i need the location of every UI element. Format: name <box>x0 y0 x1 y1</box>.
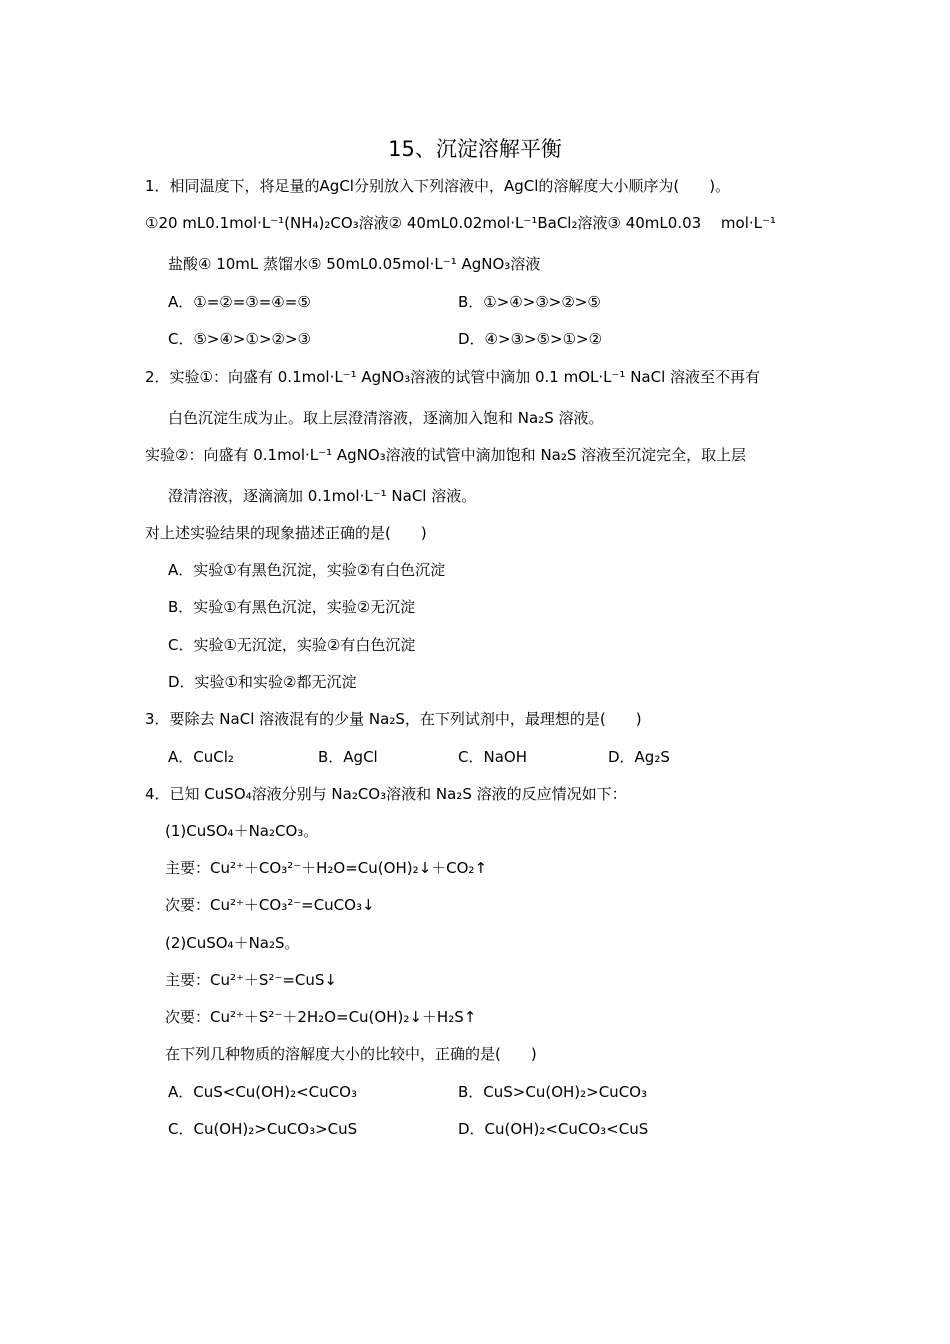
q3-stem: 3．要除去 NaCl 溶液混有的少量 Na₂S，在下列试剂中，最理想的是( ) <box>145 710 642 728</box>
q4-reaction1-minor: 次要：Cu²⁺＋CO₃²⁻=CuCO₃↓ <box>165 896 375 914</box>
q1-option-d: D．④>③>⑤>①>② <box>458 330 603 348</box>
q4-stem: 4．已知 CuSO₄溶液分别与 Na₂CO₃溶液和 Na₂S 溶液的反应情况如下： <box>145 785 627 803</box>
q1-option-a: A．①=②=③=④=⑤ <box>168 293 311 311</box>
q4-option-b: B．CuS>Cu(OH)₂>CuCO₃ <box>458 1083 647 1101</box>
q2-option-b: B．实验①有黑色沉淀，实验②无沉淀 <box>168 598 416 616</box>
q4-reaction1-main: 主要：Cu²⁺＋CO₃²⁻＋H₂O=Cu(OH)₂↓＋CO₂↑ <box>165 859 488 877</box>
q4-reaction1: (1)CuSO₄＋Na₂CO₃。 <box>165 822 319 840</box>
q4-reaction2-main: 主要：Cu²⁺＋S²⁻=CuS↓ <box>165 971 338 989</box>
q1-line2: 盐酸④ 10mL 蒸馏水⑤ 50mL0.05mol·L⁻¹ AgNO₃溶液 <box>168 255 541 273</box>
q1-stem: 1．相同温度下，将足量的AgCl分别放入下列溶液中，AgCl的溶解度大小顺序为( )。 <box>145 177 731 195</box>
q2-ask: 对上述实验结果的现象描述正确的是( ) <box>145 524 427 542</box>
q2-line4: 澄清溶液，逐滴滴加 0.1mol·L⁻¹ NaCl 溶液。 <box>168 487 477 505</box>
q3-option-a: A．CuCl₂ <box>168 748 234 766</box>
q2-option-a: A．实验①有黑色沉淀，实验②有白色沉淀 <box>168 561 446 579</box>
q2-option-c: C．实验①无沉淀，实验②有白色沉淀 <box>168 636 416 654</box>
q2-option-d: D．实验①和实验②都无沉淀 <box>168 673 357 691</box>
q4-ask: 在下列几种物质的溶解度大小的比较中，正确的是( ) <box>165 1045 537 1063</box>
q1-option-c: C．⑤>④>①>②>③ <box>168 330 311 348</box>
q4-option-c: C．Cu(OH)₂>CuCO₃>CuS <box>168 1120 358 1138</box>
q4-reaction2-minor: 次要：Cu²⁺＋S²⁻＋2H₂O=Cu(OH)₂↓＋H₂S↑ <box>165 1008 477 1026</box>
page-title: 15、沉淀溶解平衡 <box>388 137 562 161</box>
q4-reaction2: (2)CuSO₄＋Na₂S。 <box>165 934 300 952</box>
q3-option-b: B．AgCl <box>318 748 378 766</box>
q2-line2: 白色沉淀生成为止。取上层澄清溶液，逐滴加入饱和 Na₂S 溶液。 <box>168 409 604 427</box>
q4-option-d: D．Cu(OH)₂<CuCO₃<CuS <box>458 1120 649 1138</box>
q4-option-a: A．CuS<Cu(OH)₂<CuCO₃ <box>168 1083 357 1101</box>
q3-option-d: D．Ag₂S <box>608 748 670 766</box>
q1-option-b: B．①>④>③>②>⑤ <box>458 293 601 311</box>
q1-line1: ①20 mL0.1mol·L⁻¹(NH₄)₂CO₃溶液② 40mL0.02mol·L⁻¹BaCl₂溶液③ 40mL0.03 mol·L⁻¹ <box>145 214 776 232</box>
q2-line1: 2．实验①：向盛有 0.1mol·L⁻¹ AgNO₃溶液的试管中滴加 0.1 mOL·L⁻¹ NaCl 溶液至不再有 <box>145 368 761 386</box>
q2-line3: 实验②：向盛有 0.1mol·L⁻¹ AgNO₃溶液的试管中滴加饱和 Na₂S 溶液至沉淀完全，取上层 <box>145 446 747 464</box>
q3-option-c: C．NaOH <box>458 748 527 766</box>
